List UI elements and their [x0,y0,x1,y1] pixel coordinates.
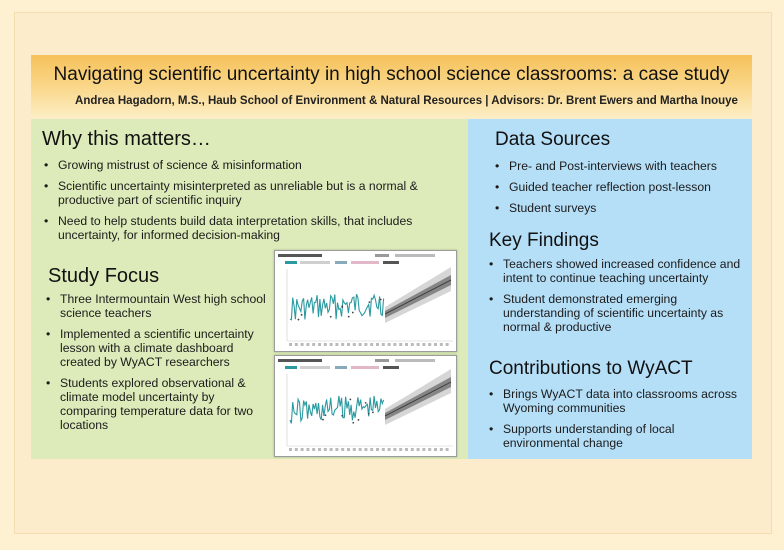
x-tick-label [440,448,443,451]
findings-item: • Teachers showed increased confidence and intent to continue teaching uncertainty [488,257,744,285]
x-tick-label [353,343,356,346]
poster-title: Navigating scientific uncertainty in high school science classrooms: a case study [53,64,730,85]
x-tick-label [422,343,425,346]
model-range-inner [385,275,451,318]
x-tick-label [341,448,344,451]
x-tick-label [295,343,298,346]
x-tick-label [301,448,304,451]
why-list [43,158,451,249]
observed-point [349,399,351,401]
x-tick-label [301,343,304,346]
contrib-item: • Brings WyACT data into classrooms across Wyoming communities [488,387,744,415]
focus-item: • Implemented a scientific uncertainty lesson with a climate dashboard created by WyACT researchers [45,327,273,369]
poster-header [31,55,752,118]
why-item: • Scientific uncertainty misinterpreted as unreliable but is a normal & productive part of scientific inquiry [43,179,451,207]
temperature-chart-1 [275,251,456,351]
observed-point [352,312,354,314]
observed-temperature-line [290,294,384,320]
x-tick-label [434,343,437,346]
x-tick-label [388,448,391,451]
observed-point [368,413,370,415]
x-tick-label [399,448,402,451]
observed-point [330,316,332,318]
x-tick-label [370,448,373,451]
key-findings-heading: Key Findings [489,230,599,251]
x-tick-label [440,343,443,346]
chart-title-bar [278,359,322,362]
x-tick-label [411,448,414,451]
x-tick-label [411,343,414,346]
chart-toggle-bar [375,254,389,257]
focus-item: • Three Intermountain West high school science teachers [45,292,273,320]
observed-point [380,299,382,301]
observed-point [372,411,374,413]
sources-item: • Guided teacher reflection post-lesson [494,180,744,194]
x-tick-label [347,343,350,346]
legend-swatch [383,366,399,369]
focus-list [45,292,273,439]
observed-point [325,414,327,416]
contrib-item: • Supports understanding of local environmental change [488,422,744,450]
findings-item: • Student demonstrated emerging understanding of scientific uncertainty as normal & productive [488,292,744,334]
contributions-heading: Contributions to WyACT [489,358,693,379]
x-tick-label [405,448,408,451]
x-tick-label [318,343,321,346]
x-tick-label [289,448,292,451]
sources-list [494,159,744,222]
legend-label [300,366,330,369]
x-tick-label [446,448,449,451]
temperature-chart-2 [275,356,456,456]
chart-toggle-bar [395,359,435,362]
x-tick-label [335,343,338,346]
x-tick-label [428,343,431,346]
legend-swatch [351,366,379,369]
x-tick-label [393,343,396,346]
observed-point [341,306,343,308]
model-mean-line [385,280,451,314]
observed-point [365,402,367,404]
right-panel [468,119,752,459]
x-tick-label [353,448,356,451]
x-tick-label [318,448,321,451]
x-tick-label [370,343,373,346]
x-tick-label [422,448,425,451]
observed-point [322,419,324,421]
dashboard-chart-1 [274,250,457,352]
x-tick-label [376,448,379,451]
x-tick-label [330,343,333,346]
x-tick-label [359,448,362,451]
chart-toggle-bar [375,359,389,362]
observed-point [358,419,360,421]
x-tick-label [446,343,449,346]
findings-list [488,257,744,341]
sources-item: • Pre- and Post-interviews with teachers [494,159,744,173]
why-heading: Why this matters… [42,128,211,150]
sources-item: • Student surveys [494,201,744,215]
x-tick-label [359,343,362,346]
observed-point [348,316,350,318]
x-tick-label [393,448,396,451]
x-tick-label [388,343,391,346]
contrib-list [488,387,744,457]
x-tick-label [312,448,315,451]
model-mean-line [385,382,451,416]
observed-point [298,319,300,321]
observed-point [301,314,303,316]
x-tick-label [341,343,344,346]
legend-label [300,261,330,264]
x-tick-label [405,343,408,346]
legend-swatch [335,366,347,369]
why-item: • Growing mistrust of science & misinformation [43,158,451,172]
focus-item: • Students explored observational & climate model uncertainty by comparing temperature data for two locations [45,376,273,432]
x-tick-label [382,448,385,451]
study-focus-heading: Study Focus [48,265,160,287]
x-tick-label [306,448,309,451]
x-tick-label [289,343,292,346]
x-tick-label [347,448,350,451]
x-tick-label [312,343,315,346]
model-range-inner [385,377,451,420]
x-tick-label [417,448,420,451]
x-tick-label [295,448,298,451]
legend-swatch [335,261,347,264]
legend-swatch [285,261,297,264]
observed-point [341,415,343,417]
legend-swatch [285,366,297,369]
x-tick-label [382,343,385,346]
dashboard-chart-2 [274,355,457,457]
legend-swatch [351,261,379,264]
why-item: • Need to help students build data interpretation skills, that includes uncertainty, for informed decision-making [43,214,451,242]
x-tick-label [364,448,367,451]
observed-point [352,422,354,424]
x-tick-label [335,448,338,451]
data-sources-heading: Data Sources [495,129,611,150]
x-tick-label [376,343,379,346]
x-tick-label [428,448,431,451]
x-tick-label [417,343,420,346]
observed-point [369,301,371,303]
x-tick-label [324,448,327,451]
observed-temperature-line [290,396,384,424]
x-tick-label [399,343,402,346]
x-tick-label [330,448,333,451]
x-tick-label [306,343,309,346]
x-tick-label [324,343,327,346]
poster-authors: Andrea Hagadorn, M.S., Haub School of Environment & Natural Resources | Advisors: Dr. Brent Ewers and Martha Inouye [75,95,738,107]
x-tick-label [434,448,437,451]
chart-title-bar [278,254,322,257]
x-tick-label [364,343,367,346]
chart-toggle-bar [395,254,435,257]
legend-swatch [383,261,399,264]
